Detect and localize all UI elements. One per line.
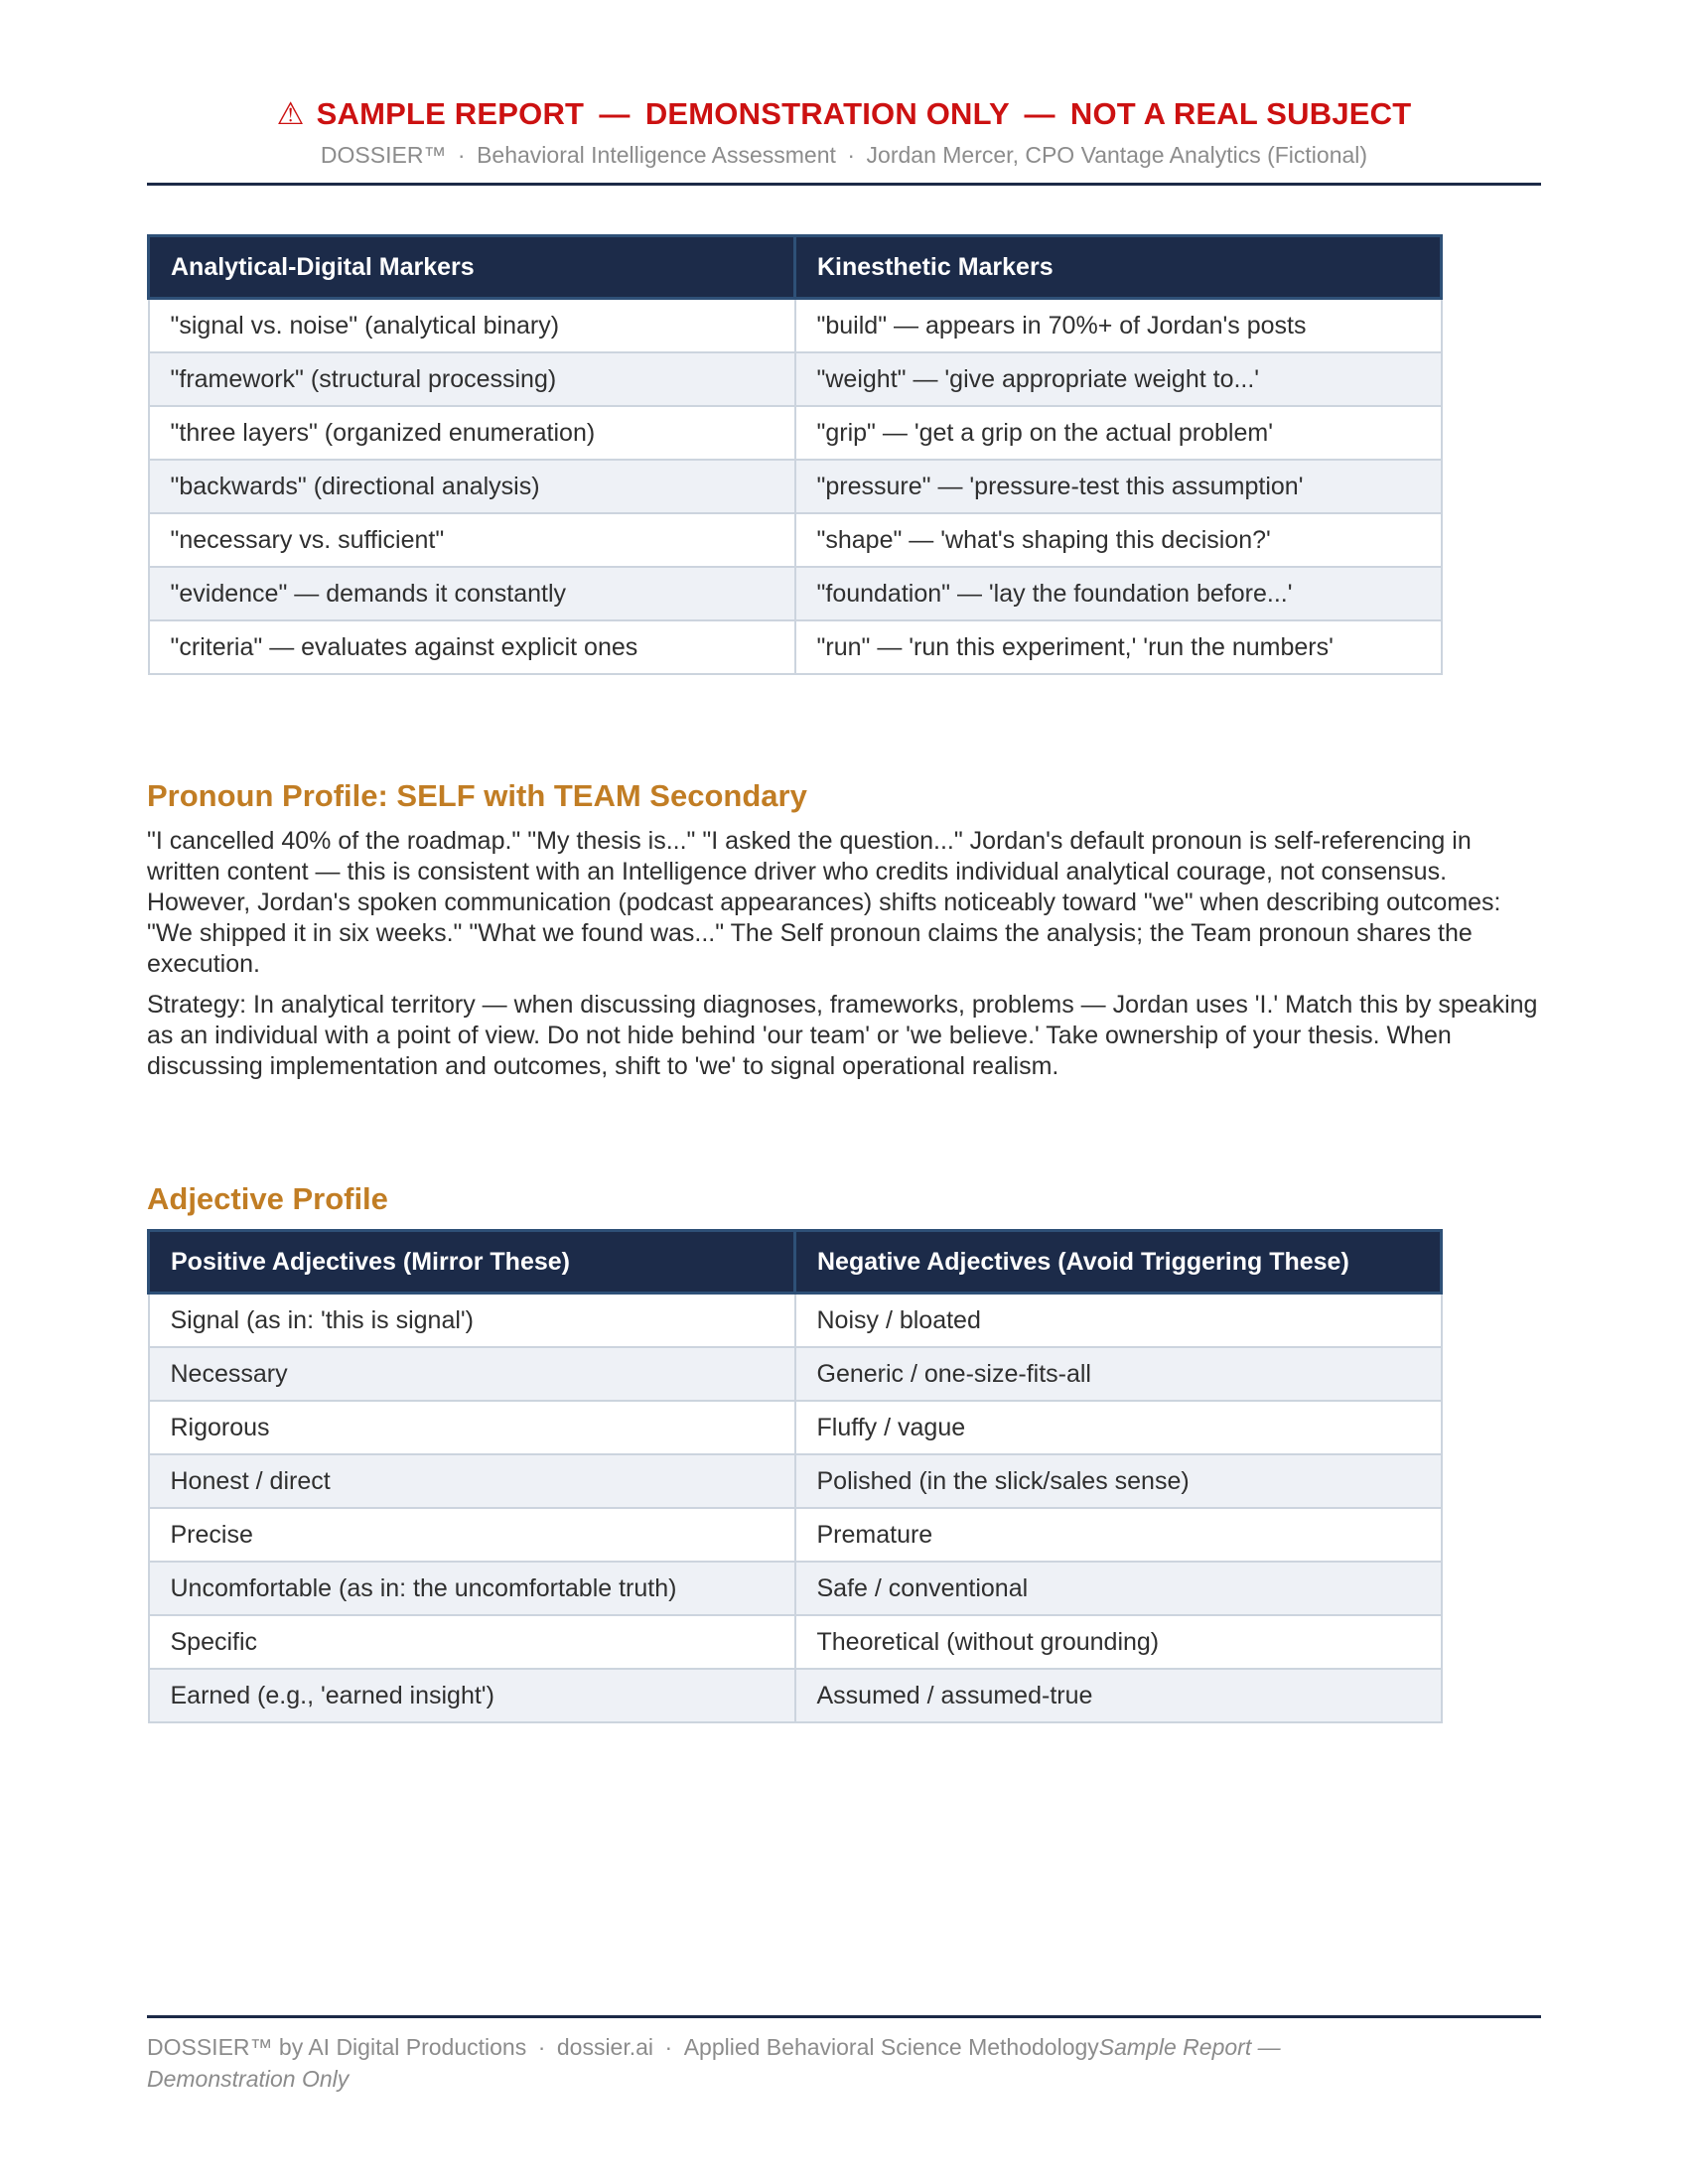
table-cell: Noisy / bloated — [795, 1294, 1442, 1348]
markers-col-analytical: Analytical-Digital Markers — [149, 236, 795, 299]
table-row — [149, 1615, 1442, 1669]
banner-title-text: SAMPLE REPORT — DEMONSTRATION ONLY — NOT A REAL SUBJECT — [316, 96, 1412, 131]
markers-table-header-row — [149, 236, 1442, 299]
table-cell: "build" — appears in 70%+ of Jordan's posts — [795, 299, 1442, 353]
table-cell: "necessary vs. sufficient" — [149, 513, 795, 567]
adjective-profile-heading: Adjective Profile — [147, 1181, 388, 1216]
pronoun-paragraph-2: Strategy: In analytical territory — when discussing diagnoses, frameworks, problems — Jordan uses 'I.' Match this by speaking as an individual with a point of view. Do not hide behind 'our team' or 'we believe.' Take ownership of your thesis. When discussing implementation and outcomes, shift to 'we' to signal operational realism. — [147, 991, 1538, 1080]
table-cell: "signal vs. noise" (analytical binary) — [149, 299, 795, 353]
table-row — [149, 460, 1442, 513]
table-cell: "run" — 'run this experiment,' 'run the numbers' — [795, 620, 1442, 674]
table-cell: "grip" — 'get a grip on the actual problem' — [795, 406, 1442, 460]
table-cell: Rigorous — [149, 1401, 795, 1454]
banner-title — [147, 96, 1541, 132]
table-row — [149, 299, 1442, 353]
markers-table — [147, 234, 1443, 675]
page-content — [147, 0, 1541, 1723]
table-row — [149, 567, 1442, 620]
header-divider — [147, 183, 1541, 186]
pronoun-paragraph-1: "I cancelled 40% of the roadmap." "My thesis is..." "I asked the question..." Jordan's default pronoun is self-referencing in written content — this is consistent with an Intelligence driver who credits individual analytical courage, not consensus. However, Jordan's spoken communication (podcast appearances) shifts noticeably toward "we" when describing outcomes: "We shipped it in six weeks." "What we found was..." The Self pronoun claims the analysis; the Team pronoun shares the execution. — [147, 827, 1501, 978]
adjectives-col-positive: Positive Adjectives (Mirror These) — [149, 1231, 795, 1294]
pronoun-profile-heading: Pronoun Profile: SELF with TEAM Secondary — [147, 778, 807, 813]
table-cell: "shape" — 'what's shaping this decision?' — [795, 513, 1442, 567]
table-row — [149, 1294, 1442, 1348]
table-cell: "pressure" — 'pressure-test this assumption' — [795, 460, 1442, 513]
table-row — [149, 1508, 1442, 1562]
table-cell: Honest / direct — [149, 1454, 795, 1508]
table-row — [149, 406, 1442, 460]
banner-subtitle: DOSSIER™ · Behavioral Intelligence Assessment · Jordan Mercer, CPO Vantage Analytics (Fictional) — [320, 142, 1368, 168]
table-row — [149, 1454, 1442, 1508]
table-cell: Theoretical (without grounding) — [795, 1615, 1442, 1669]
footer-text-italic-line1: Sample Report — — [1098, 2034, 1281, 2060]
table-row — [149, 1562, 1442, 1615]
table-cell: Assumed / assumed-true — [795, 1669, 1442, 1722]
table-cell: Precise — [149, 1508, 795, 1562]
warning-triangle-icon: ⚠ — [276, 96, 305, 131]
footer-text-regular: DOSSIER™ by AI Digital Productions · dossier.ai · Applied Behavioral Science Methodology — [147, 2034, 1099, 2060]
table-cell: "backwards" (directional analysis) — [149, 460, 795, 513]
table-cell: "weight" — 'give appropriate weight to...' — [795, 352, 1442, 406]
adjectives-table-header-row — [149, 1231, 1442, 1294]
table-cell: Earned (e.g., 'earned insight') — [149, 1669, 795, 1722]
adjectives-col-negative: Negative Adjectives (Avoid Triggering These) — [795, 1231, 1442, 1294]
footer-divider — [147, 2015, 1541, 2018]
table-cell: "framework" (structural processing) — [149, 352, 795, 406]
table-cell: "evidence" — demands it constantly — [149, 567, 795, 620]
table-cell: Specific — [149, 1615, 795, 1669]
adjectives-table — [147, 1229, 1443, 1723]
table-cell: Polished (in the slick/sales sense) — [795, 1454, 1442, 1508]
footer-text — [147, 2031, 1541, 2095]
table-cell: Necessary — [149, 1347, 795, 1401]
table-cell: Uncomfortable (as in: the uncomfortable truth) — [149, 1562, 795, 1615]
table-cell: "criteria" — evaluates against explicit ones — [149, 620, 795, 674]
table-row — [149, 513, 1442, 567]
markers-col-kinesthetic: Kinesthetic Markers — [795, 236, 1442, 299]
table-cell: "foundation" — 'lay the foundation before...' — [795, 567, 1442, 620]
table-cell: Generic / one-size-fits-all — [795, 1347, 1442, 1401]
sample-report-banner — [147, 0, 1541, 169]
table-cell: Fluffy / vague — [795, 1401, 1442, 1454]
table-cell: Signal (as in: 'this is signal') — [149, 1294, 795, 1348]
table-row — [149, 1401, 1442, 1454]
footer-text-italic-line2: Demonstration Only — [147, 2066, 350, 2092]
table-row — [149, 352, 1442, 406]
table-cell: "three layers" (organized enumeration) — [149, 406, 795, 460]
table-cell: Premature — [795, 1508, 1442, 1562]
table-cell: Safe / conventional — [795, 1562, 1442, 1615]
table-row — [149, 620, 1442, 674]
table-row — [149, 1669, 1442, 1722]
table-row — [149, 1347, 1442, 1401]
page-footer — [147, 2015, 1541, 2095]
